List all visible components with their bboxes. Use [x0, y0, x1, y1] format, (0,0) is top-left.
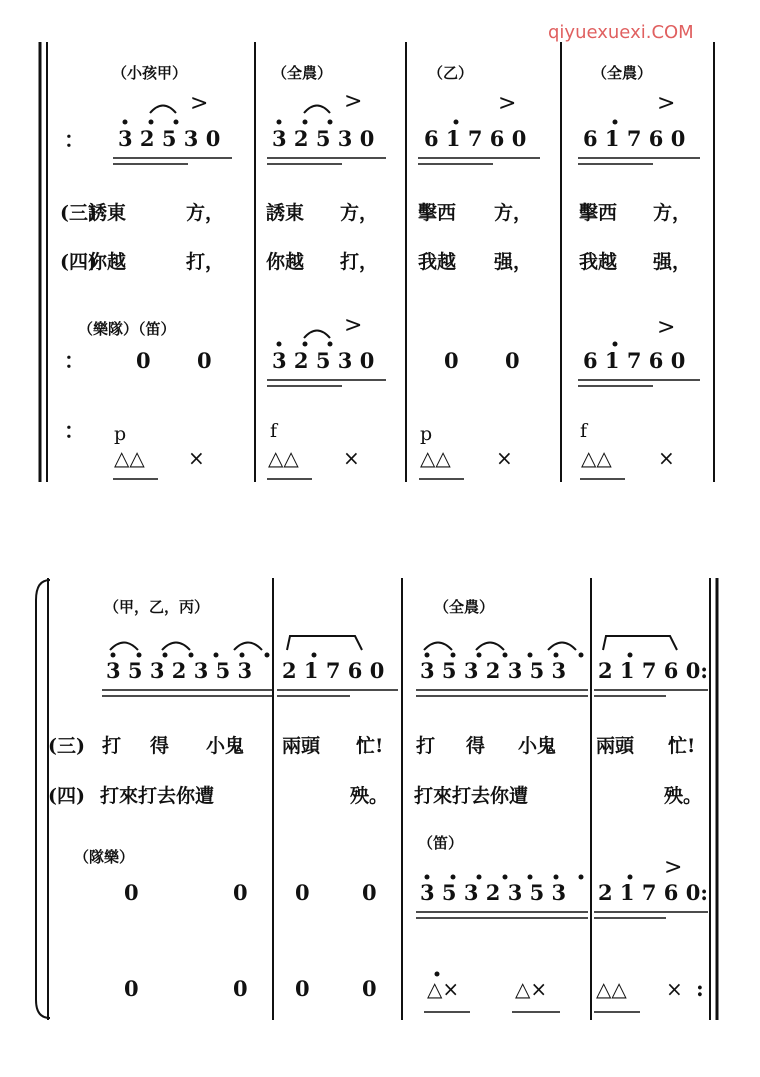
repeat-sign: : — [696, 976, 704, 1001]
lyric: 兩頭 — [596, 735, 635, 757]
repeat-sign: ： — [64, 348, 85, 373]
svg-text:>: > — [344, 89, 363, 114]
band-rest: 0 — [505, 348, 520, 373]
melody-measure: 3 2 5 3 0 — [272, 126, 375, 151]
band-measure: 2 1 7 6 0: — [598, 880, 709, 905]
percussion-note: △△ — [596, 977, 627, 1001]
lyric: 小鬼 — [206, 735, 245, 757]
melody-measure: 3 2 5 3 0 — [118, 126, 221, 151]
perc-rest: 0 — [233, 976, 248, 1001]
svg-text:>: > — [657, 315, 676, 340]
flute-label: （笛） — [418, 834, 464, 852]
lyric: 我越 — [579, 251, 618, 273]
verse-marker: (三) — [48, 735, 85, 757]
lyric: 方， — [186, 202, 225, 224]
lyric: 方， — [340, 202, 379, 224]
lyric: 强， — [494, 251, 533, 273]
percussion-note: △× — [427, 977, 460, 1001]
melody-measure: 3 5 3 2 3 5 3 — [106, 658, 253, 683]
lyric: 擊西 — [579, 202, 618, 224]
band-label: （隊樂） — [74, 848, 135, 866]
lyric: 誘東 — [266, 202, 305, 224]
lyric: 我越 — [418, 251, 457, 273]
verse-marker: (四) — [48, 785, 85, 807]
perc-rest: 0 — [124, 976, 139, 1001]
lyric: 打， — [186, 251, 225, 273]
site-watermark: qiyuexuexi.COM — [548, 22, 694, 43]
lyric: 打 — [416, 735, 436, 757]
perc-rest: 0 — [295, 976, 310, 1001]
band-measure: 3 5 3 2 3 5 3 — [420, 880, 567, 905]
verse-marker: (三) — [60, 202, 97, 224]
lyric: 方， — [653, 202, 692, 224]
lyric: 兩頭 — [282, 735, 321, 757]
part-label: （乙） — [428, 64, 474, 82]
repeat-sign: ： — [64, 127, 85, 152]
lyric: 你越 — [266, 251, 305, 273]
percussion-note: × — [666, 977, 683, 1001]
part-label: （全農） — [434, 598, 495, 616]
system-1 — [40, 42, 714, 482]
lyric: 打來打去你遭 — [414, 785, 529, 807]
part-label: （全農） — [272, 64, 333, 82]
repeat-sign: ： — [64, 418, 85, 443]
band-rest: 0 — [136, 348, 151, 373]
svg-text:>: > — [657, 91, 676, 116]
band-rest: 0 — [233, 880, 248, 905]
lyric: 打來打去你遭 — [100, 785, 215, 807]
band-rest: 0 — [197, 348, 212, 373]
part-label: （全農） — [592, 64, 653, 82]
percussion-note: △△ — [581, 446, 612, 470]
dynamic-mark: p — [420, 423, 433, 445]
lyric: 得 — [466, 735, 486, 757]
lyric: 殃。 — [664, 785, 703, 807]
dynamic-mark: p — [114, 423, 127, 445]
band-label: （樂隊）（笛） — [78, 320, 176, 338]
svg-text:>: > — [498, 91, 517, 116]
dynamic-mark: f — [580, 420, 588, 442]
band-rest: 0 — [362, 880, 377, 905]
dynamic-mark: f — [270, 420, 278, 442]
band-measure: 6 1 7 6 0 — [583, 348, 686, 373]
band-rest: 0 — [444, 348, 459, 373]
lyric: 忙! — [356, 735, 384, 757]
melody-measure: 6 1 7 6 0 — [424, 126, 527, 151]
part-label: （小孩甲） — [112, 64, 188, 82]
band-rest: 0 — [124, 880, 139, 905]
verse-marker: (四) — [60, 251, 97, 273]
svg-text:>: > — [664, 855, 683, 880]
lyric: 你越 — [88, 251, 127, 273]
band-rest: 0 — [295, 880, 310, 905]
percussion-note: × — [658, 446, 675, 470]
percussion-note: × — [343, 446, 360, 470]
melody-measure: 6 1 7 6 0 — [583, 126, 686, 151]
lyric: 打 — [102, 735, 122, 757]
percussion-note: × — [188, 446, 205, 470]
percussion-note: △△ — [114, 446, 145, 470]
melody-measure: 2 1 7 6 0: — [598, 658, 709, 683]
lyric: 打， — [340, 251, 379, 273]
svg-text:>: > — [344, 313, 363, 338]
melody-measure: 2 1 7 6 0 — [282, 658, 385, 683]
lyric: 擊西 — [418, 202, 457, 224]
system-2 — [36, 578, 717, 1020]
lyric: 强， — [653, 251, 692, 273]
percussion-note: × — [496, 446, 513, 470]
melody-measure: 3 5 3 2 3 5 3 — [420, 658, 567, 683]
lyric: 忙! — [668, 735, 696, 757]
lyric: 誘東 — [88, 202, 127, 224]
lyric: 方， — [494, 202, 533, 224]
lyric: 殃。 — [350, 785, 389, 807]
percussion-note: △△ — [268, 446, 299, 470]
band-measure: 3 2 5 3 0 — [272, 348, 375, 373]
percussion-note: △× — [515, 977, 548, 1001]
lyric: 得 — [150, 735, 170, 757]
part-label: （甲，乙，丙） — [104, 598, 210, 616]
perc-rest: 0 — [362, 976, 377, 1001]
lyric: 小鬼 — [518, 735, 557, 757]
percussion-note: △△ — [420, 446, 451, 470]
svg-text:>: > — [190, 91, 209, 116]
